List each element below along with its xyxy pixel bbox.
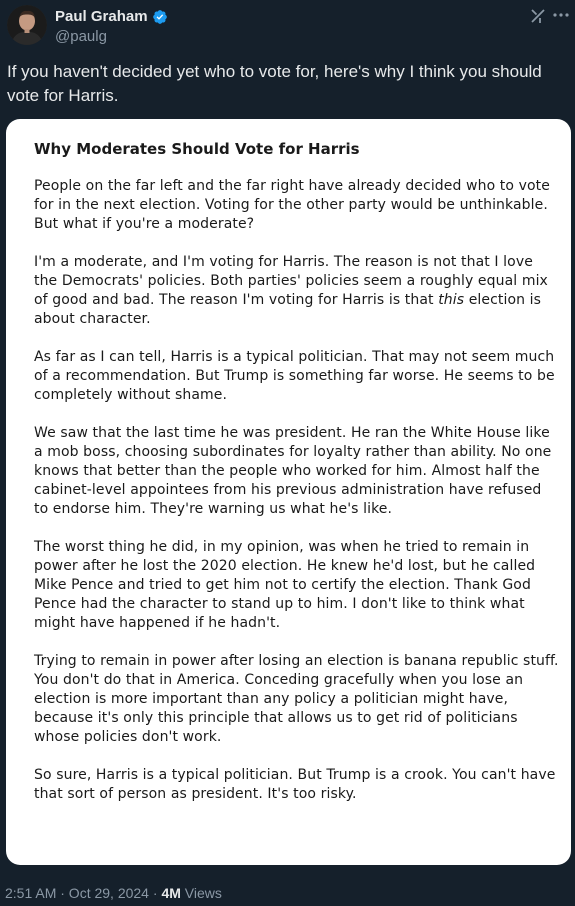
- essay-image[interactable]: [6, 119, 571, 865]
- essay-paragraph-2: [34, 253, 559, 329]
- verified-badge-icon: [152, 9, 168, 25]
- tweet-text: If you haven't decided yet who to vote for, here's why I think you should vote for Harris.: [7, 62, 542, 105]
- author-name-row: [55, 8, 168, 26]
- tweet-header: [5, 3, 575, 47]
- essay-title: Why Moderates Should Vote for Harris: [34, 140, 360, 158]
- grok-icon[interactable]: [529, 7, 547, 25]
- tweet-meta: [5, 884, 222, 902]
- essay-content: [34, 139, 559, 823]
- views-count: 4M: [161, 885, 181, 901]
- essay-paragraph-7: So sure, Harris is a typical politician. But Trump is a crook. You can't have that sort of person as president. It's too risky.: [34, 767, 556, 802]
- essay-paragraph-3: As far as I can tell, Harris is a typical politician. That may not seem much of a recommendation. But Trump is something far worse. He seems to be completely without shame.: [34, 349, 555, 403]
- essay-paragraph-6: Trying to remain in power after losing an election is banana republic stuff. You don't do that in America. Conceding gracefully when you lose an election is more important than any policy a politician might have, because it's only this principle that allows us to get rid of politicians whose policies don't work.: [34, 653, 559, 745]
- avatar[interactable]: [7, 5, 47, 45]
- views-label: Views: [184, 885, 222, 901]
- handle[interactable]: @paulg: [55, 28, 107, 45]
- essay-paragraph-1: People on the far left and the far right have already decided who to vote for in the next election. Voting for the other party would be unthinkable. But what if you're a moderate?: [34, 178, 550, 232]
- display-name[interactable]: Paul Graham: [55, 8, 148, 25]
- essay-paragraph-2-emphasis: this: [438, 292, 465, 308]
- timestamp[interactable]: 2:51 AM · Oct 29, 2024: [5, 885, 149, 901]
- essay-paragraph-4: We saw that the last time he was president. He ran the White House like a mob boss, choosing subordinates for loyalty rather than ability. No one knows that better than the people who worked for him. Almost half the cabinet-level appointees from his previous administration have refused to endorse him. They're warning us what he's like.: [34, 425, 552, 517]
- essay-paragraph-2-start: I'm a moderate, and I'm voting for Harris. The reason is not that I love the Democrats' policies. Both parties' policies seem a roughly equal mix of good and bad. The reason I'm voting for Harris is that: [34, 254, 548, 308]
- more-options-icon[interactable]: [551, 5, 571, 25]
- meta-separator: ·: [152, 885, 158, 901]
- essay-paragraph-5: The worst thing he did, in my opinion, was when he tried to remain in power after he lost the 2020 election. He knew he'd lost, but he called Mike Pence and tried to get him not to certify the election. Thank God Pence had the character to stand up to him. I don't like to think what might have happened if he hadn't.: [34, 539, 536, 631]
- essay-paragraph-2-end: election is about character.: [34, 292, 542, 327]
